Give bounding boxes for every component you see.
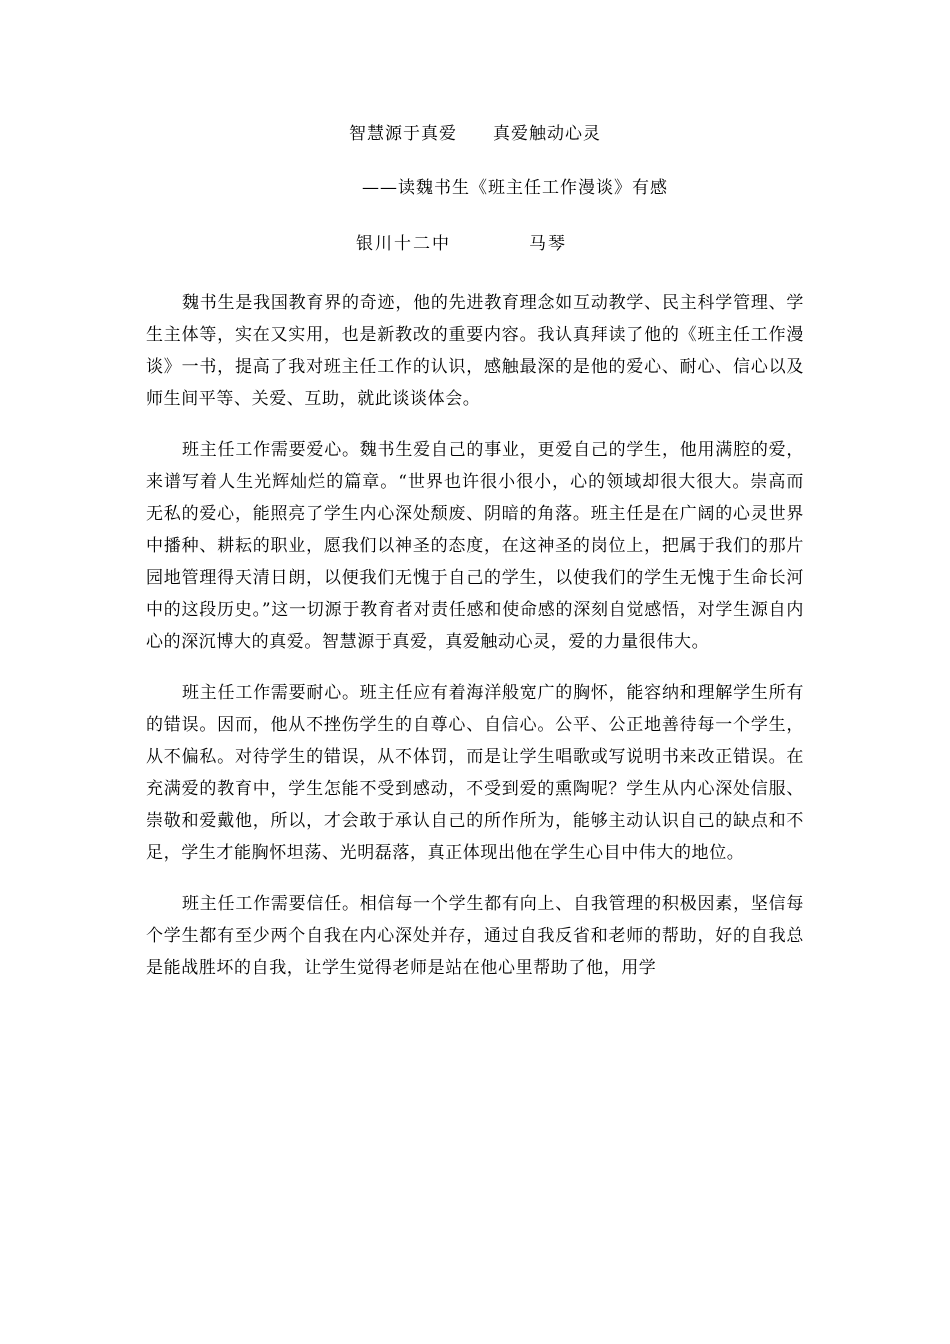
document-subtitle: ——读魏书生《班主任工作漫谈》有感 — [362, 178, 668, 198]
paragraph: 班主任工作需要耐心。班主任应有着海洋般宽广的胸怀，能容纳和理解学生所有的错误。因而，他从不挫伤学生的自尊心、自信心。公平、公正地善待每一个学生，从不偏私。对待学生的错误，从不体罚，而是让学生唱歌或写说明书来改正错误。在充满爱的教育中，学生怎能不受到感动，不受到爱的熏陶呢？学生从内心深处信服、崇敬和爱戴他，所以，才会敢于承认自己的所作所为，能够主动认识自己的缺点和不足，学生才能胸怀坦荡、光明磊落，真正体现出他在学生心目中伟大的地位。 — [146, 683, 804, 863]
author-name: 马琴 — [529, 234, 567, 254]
paragraph: 魏书生是我国教育界的奇迹，他的先进教育理念如互动教学、民主科学管理、学生主体等，实在又实用，也是新教改的重要内容。我认真拜读了他的《班主任工作漫谈》一书，提高了我对班主任工作的认识，感触最深的是他的爱心、耐心、信心以及师生间平等、关爱、互助，就此谈谈体会。 — [146, 293, 804, 409]
school-name: 银川十二中 — [356, 234, 451, 254]
paragraph: 班主任工作需要爱心。魏书生爱自己的事业，更爱自己的学生，他用满腔的爱，来谱写着人生光辉灿烂的篇章。“世界也许很小很小，心的领域却很大很大。崇高而无私的爱心，能照亮了学生内心深处颓废、阴暗的角落。班主任是在广阔的心灵世界中播种、耕耘的职业，愿我们以神圣的态度，在这神圣的岗位上，把属于我们的那片园地管理得天清日朗，以便我们无愧于自己的学生，以使我们的学生无愧于生命长河中的这段历史。”这一切源于教育者对责任感和使命感的深刻自觉感悟，对学生源自内心的深沉博大的真爱。智慧源于真爱，真爱触动心灵，爱的力量很伟大。 — [146, 440, 804, 652]
author-line — [356, 232, 567, 256]
paragraph: 班主任工作需要信任。相信每一个学生都有向上、自我管理的积极因素，坚信每个学生都有至少两个自我在内心深处并存，通过自我反省和老师的帮助，好的自我总是能战胜坏的自我，让学生觉得老师是站在他心里帮助了他，用学 — [146, 894, 804, 978]
document-title: 智慧源于真爱 真爱触动心灵 — [349, 124, 601, 144]
body-text — [146, 287, 804, 1003]
